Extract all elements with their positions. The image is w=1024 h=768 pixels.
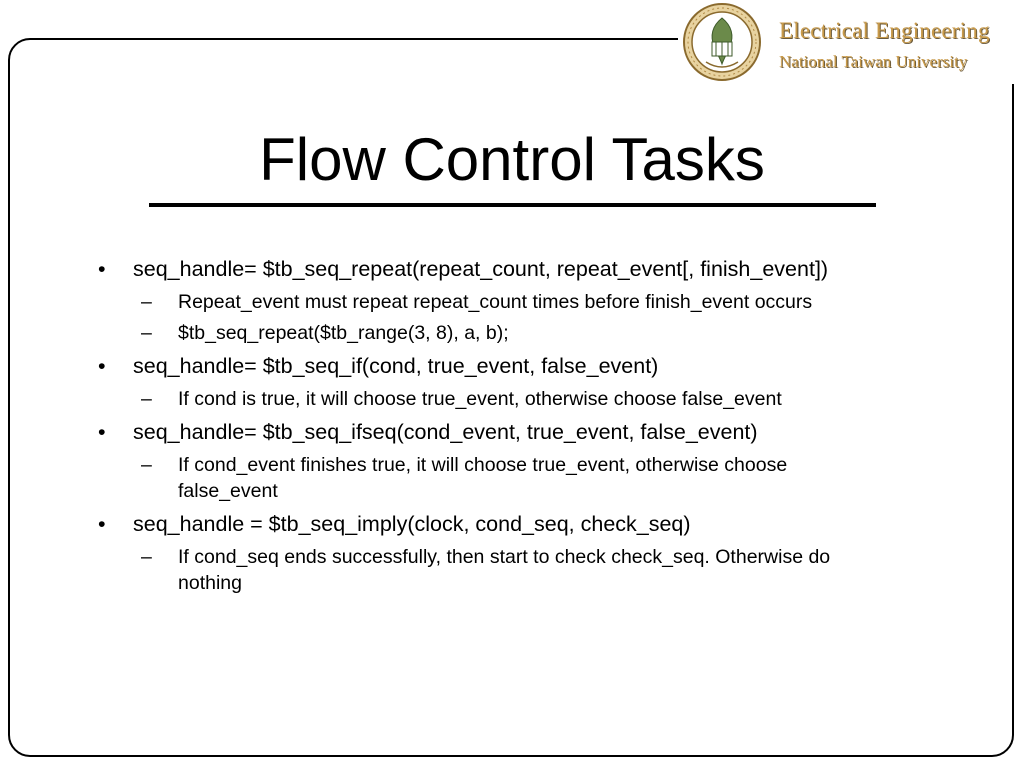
sub-bullet-list bbox=[133, 544, 926, 596]
bullet-text: seq_handle= $tb_seq_repeat(repeat_count, repeat_event[, finish_event]) bbox=[133, 257, 829, 281]
bullet-marker: • bbox=[98, 257, 106, 281]
dash-marker: – bbox=[141, 546, 152, 568]
bullet-text: seq_handle = $tb_seq_imply(clock, cond_seq, check_seq) bbox=[133, 512, 691, 536]
sub-bullet-text: $tb_seq_repeat($tb_range(3, 8), a, b); bbox=[178, 322, 509, 344]
bullet-text: seq_handle= $tb_seq_ifseq(cond_event, true_event, false_event) bbox=[133, 420, 758, 444]
title-underline bbox=[149, 203, 876, 207]
sub-bullet-item bbox=[96, 289, 886, 315]
slide-title: Flow Control Tasks bbox=[259, 126, 765, 193]
bullet-item bbox=[96, 510, 926, 596]
dash-marker: – bbox=[141, 322, 152, 344]
bullet-item bbox=[96, 352, 926, 412]
sub-bullet-item bbox=[96, 544, 886, 596]
sub-bullet-text: Repeat_event must repeat repeat_count times before finish_event occurs bbox=[178, 291, 813, 313]
sub-bullet-item bbox=[96, 320, 886, 346]
sub-bullet-list bbox=[133, 289, 926, 346]
sub-bullet-text: If cond is true, it will choose true_event, otherwise choose false_event bbox=[178, 388, 782, 410]
dash-marker: – bbox=[141, 454, 152, 476]
bullet-text: seq_handle= $tb_seq_if(cond, true_event, false_event) bbox=[133, 354, 659, 378]
sub-bullet-list bbox=[133, 386, 926, 412]
bullet-marker: • bbox=[98, 512, 106, 536]
bullet-marker: • bbox=[98, 354, 106, 378]
bullet-list bbox=[96, 255, 926, 602]
dash-marker: – bbox=[141, 291, 152, 313]
bullet-marker: • bbox=[98, 420, 106, 444]
bullet-item bbox=[96, 255, 926, 346]
header-logo bbox=[678, 0, 1024, 84]
sub-bullet-text: If cond_seq ends successfully, then start to check check_seq. Otherwise do nothing bbox=[178, 546, 831, 594]
sub-bullet-item bbox=[96, 452, 886, 504]
sub-bullet-item bbox=[96, 386, 886, 412]
sub-bullet-text: If cond_event finishes true, it will choose true_event, otherwise choose false_event bbox=[178, 454, 788, 502]
sub-bullet-list bbox=[133, 452, 926, 504]
university-name: National Taiwan University bbox=[779, 52, 968, 71]
department-name: Electrical Engineering bbox=[779, 18, 990, 43]
dash-marker: – bbox=[141, 388, 152, 410]
bullet-item bbox=[96, 418, 926, 504]
university-seal-icon bbox=[682, 2, 762, 82]
